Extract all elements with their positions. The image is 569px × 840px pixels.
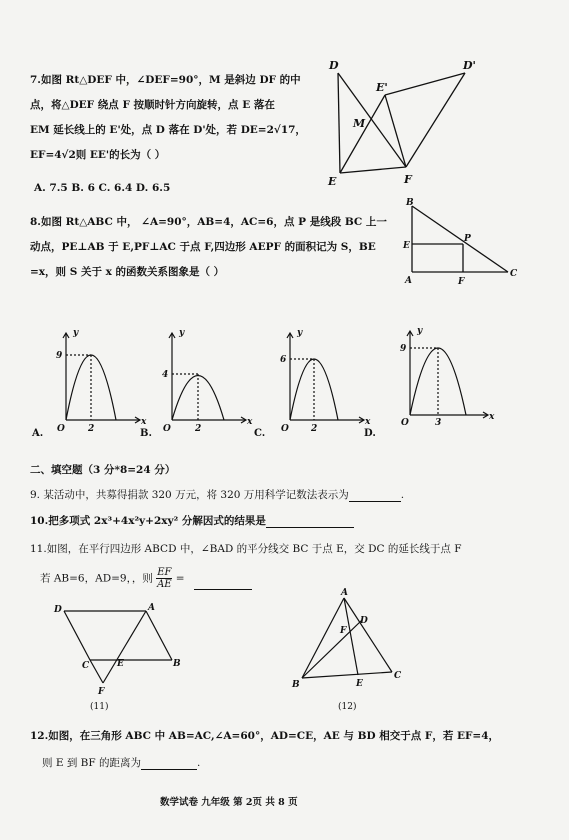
q11-figure (50, 598, 190, 698)
fig12-label-f: F (340, 626, 347, 636)
graph-b-option: B. (140, 428, 152, 439)
q11-answer-blank[interactable] (194, 589, 252, 590)
q11-given: 若 AB=6，AD=9，，则 (40, 572, 153, 585)
q7-line-2: 点，将△DEF 绕点 F 按顺时针方向旋转，点 E 落在 (30, 99, 275, 111)
fig12-label-e: E (356, 679, 363, 689)
q7-label-m: M (353, 117, 366, 130)
q11-frac-num: EF (157, 567, 172, 578)
q8-graph-d (364, 325, 495, 440)
q9-answer-blank[interactable] (349, 501, 401, 502)
q8-graph-c (252, 325, 372, 440)
q11-equals: = (175, 572, 185, 585)
graph-a-y-label: y (73, 328, 79, 338)
fig12-caption: (12) (338, 702, 357, 712)
graph-d-option: D. (364, 428, 376, 439)
q7-line-1: 7.如图 Rt△DEF 中，∠DEF=90°，M 是斜边 DF 的中 (30, 74, 301, 86)
fig12-label-a: A (341, 588, 348, 598)
q12-end: . (197, 757, 201, 769)
q8-label-c: C (510, 269, 518, 279)
q11-line-2 (40, 567, 252, 590)
graph-b-origin: O (163, 424, 171, 434)
q11-line-1: 11.如图，在平行四边形 ABCD 中，∠BAD 的平分线交 BC 于点 E，交 DC 的延长线于点 F (30, 543, 462, 555)
fig11-label-b: B (173, 659, 181, 669)
q8-label-f: F (458, 277, 465, 287)
q12-figure (288, 586, 408, 696)
graph-d-peak: 9 (400, 344, 407, 354)
graph-d-tick: 3 (435, 418, 442, 428)
q9-line (30, 487, 404, 502)
graph-b-tick: 2 (195, 424, 202, 434)
q8-figure (400, 196, 525, 291)
graph-a-option: A. (32, 428, 44, 439)
page-footer: 数学试卷 九年级 第 2页 共 8 页 (160, 797, 298, 808)
graph-d-x-label: x (489, 412, 495, 422)
graph-b-y-label: y (179, 328, 185, 338)
graph-a-x-label: x (141, 417, 147, 427)
graph-d-origin: O (401, 418, 409, 428)
graph-c-option: C. (254, 428, 266, 439)
graph-b-x-label: x (247, 417, 253, 427)
graph-b-peak: 4 (162, 370, 169, 380)
q10-line (30, 513, 354, 528)
q12-line-2 (42, 755, 200, 770)
q8-label-p: P (464, 234, 471, 244)
q8-label-a: A (405, 276, 412, 286)
fig11-label-e: E (117, 659, 124, 669)
graph-a-origin: O (57, 424, 65, 434)
fig12-label-d: D (360, 616, 368, 626)
section-2-title: 二、填空题（3 分*8=24 分） (30, 464, 176, 476)
q8-label-e: E (403, 241, 410, 251)
q10-answer-blank[interactable] (266, 527, 354, 528)
q7-label-dp: D' (463, 59, 476, 72)
graph-c-origin: O (281, 424, 289, 434)
q12-answer-blank[interactable] (141, 769, 197, 770)
fig11-label-d: D (54, 605, 62, 615)
q7-figure (320, 55, 515, 190)
q10-text: 10.把多项式 2x³+4x²y+2xy² 分解因式的结果是 (30, 515, 266, 527)
q11-frac-den: AE (157, 579, 172, 590)
fig11-label-f: F (98, 687, 105, 697)
q8-label-b: B (406, 198, 414, 208)
graph-d-y-label: y (417, 326, 423, 336)
graph-c-y-label: y (297, 328, 303, 338)
q12-line-1: 12.如图，在三角形 ABC 中 AB=AC,∠A=60°，AD=CE，AE 与 BD 相交于点 F，若 EF=4， (30, 730, 500, 742)
fig11-label-a: A (148, 603, 155, 613)
graph-c-x-label: x (365, 417, 371, 427)
q8-graph-a (28, 325, 148, 440)
q7-line-3: EM 延长线上的 E'处，点 D 落在 D'处，若 DE=2√17， (30, 124, 306, 136)
q9-text: 9. 某活动中，共募得捐款 320 万元，将 320 万用科学记数法表示为 (30, 489, 349, 501)
graph-a-tick: 2 (88, 424, 95, 434)
fig12-label-c: C (394, 671, 402, 681)
q8-line-2: 动点，PE⊥AB 于 E,PF⊥AC 于点 F,四边形 AEPF 的面积记为 S，BE (30, 241, 376, 253)
graph-c-peak: 6 (280, 355, 287, 365)
q7-label-f: F (404, 173, 412, 186)
graph-a-peak: 9 (56, 351, 63, 361)
q7-label-ep: E' (376, 81, 388, 94)
q9-end: . (400, 489, 405, 501)
fig11-label-c: C (82, 661, 90, 671)
q7-line-4: EF=4√2则 EE'的长为（ ） (30, 149, 166, 161)
q8-line-3: =x，则 S 关于 x 的函数关系图象是（ ） (30, 266, 225, 278)
q11-fraction (156, 567, 172, 590)
q7-options: A. 7.5 B. 6 C. 6.4 D. 6.5 (34, 182, 171, 194)
fig11-caption: (11) (90, 702, 109, 712)
q8-graph-b (140, 325, 260, 440)
q12-text: 则 E 到 BF 的距离为 (42, 757, 142, 769)
q7-label-d: D (329, 59, 339, 72)
q7-label-e: E (328, 175, 337, 188)
graph-c-tick: 2 (311, 424, 318, 434)
q8-line-1: 8.如图 Rt△ABC 中， ∠A=90°，AB=4，AC=6，点 P 是线段 BC 上一 (30, 216, 387, 228)
fig12-label-b: B (292, 680, 300, 690)
